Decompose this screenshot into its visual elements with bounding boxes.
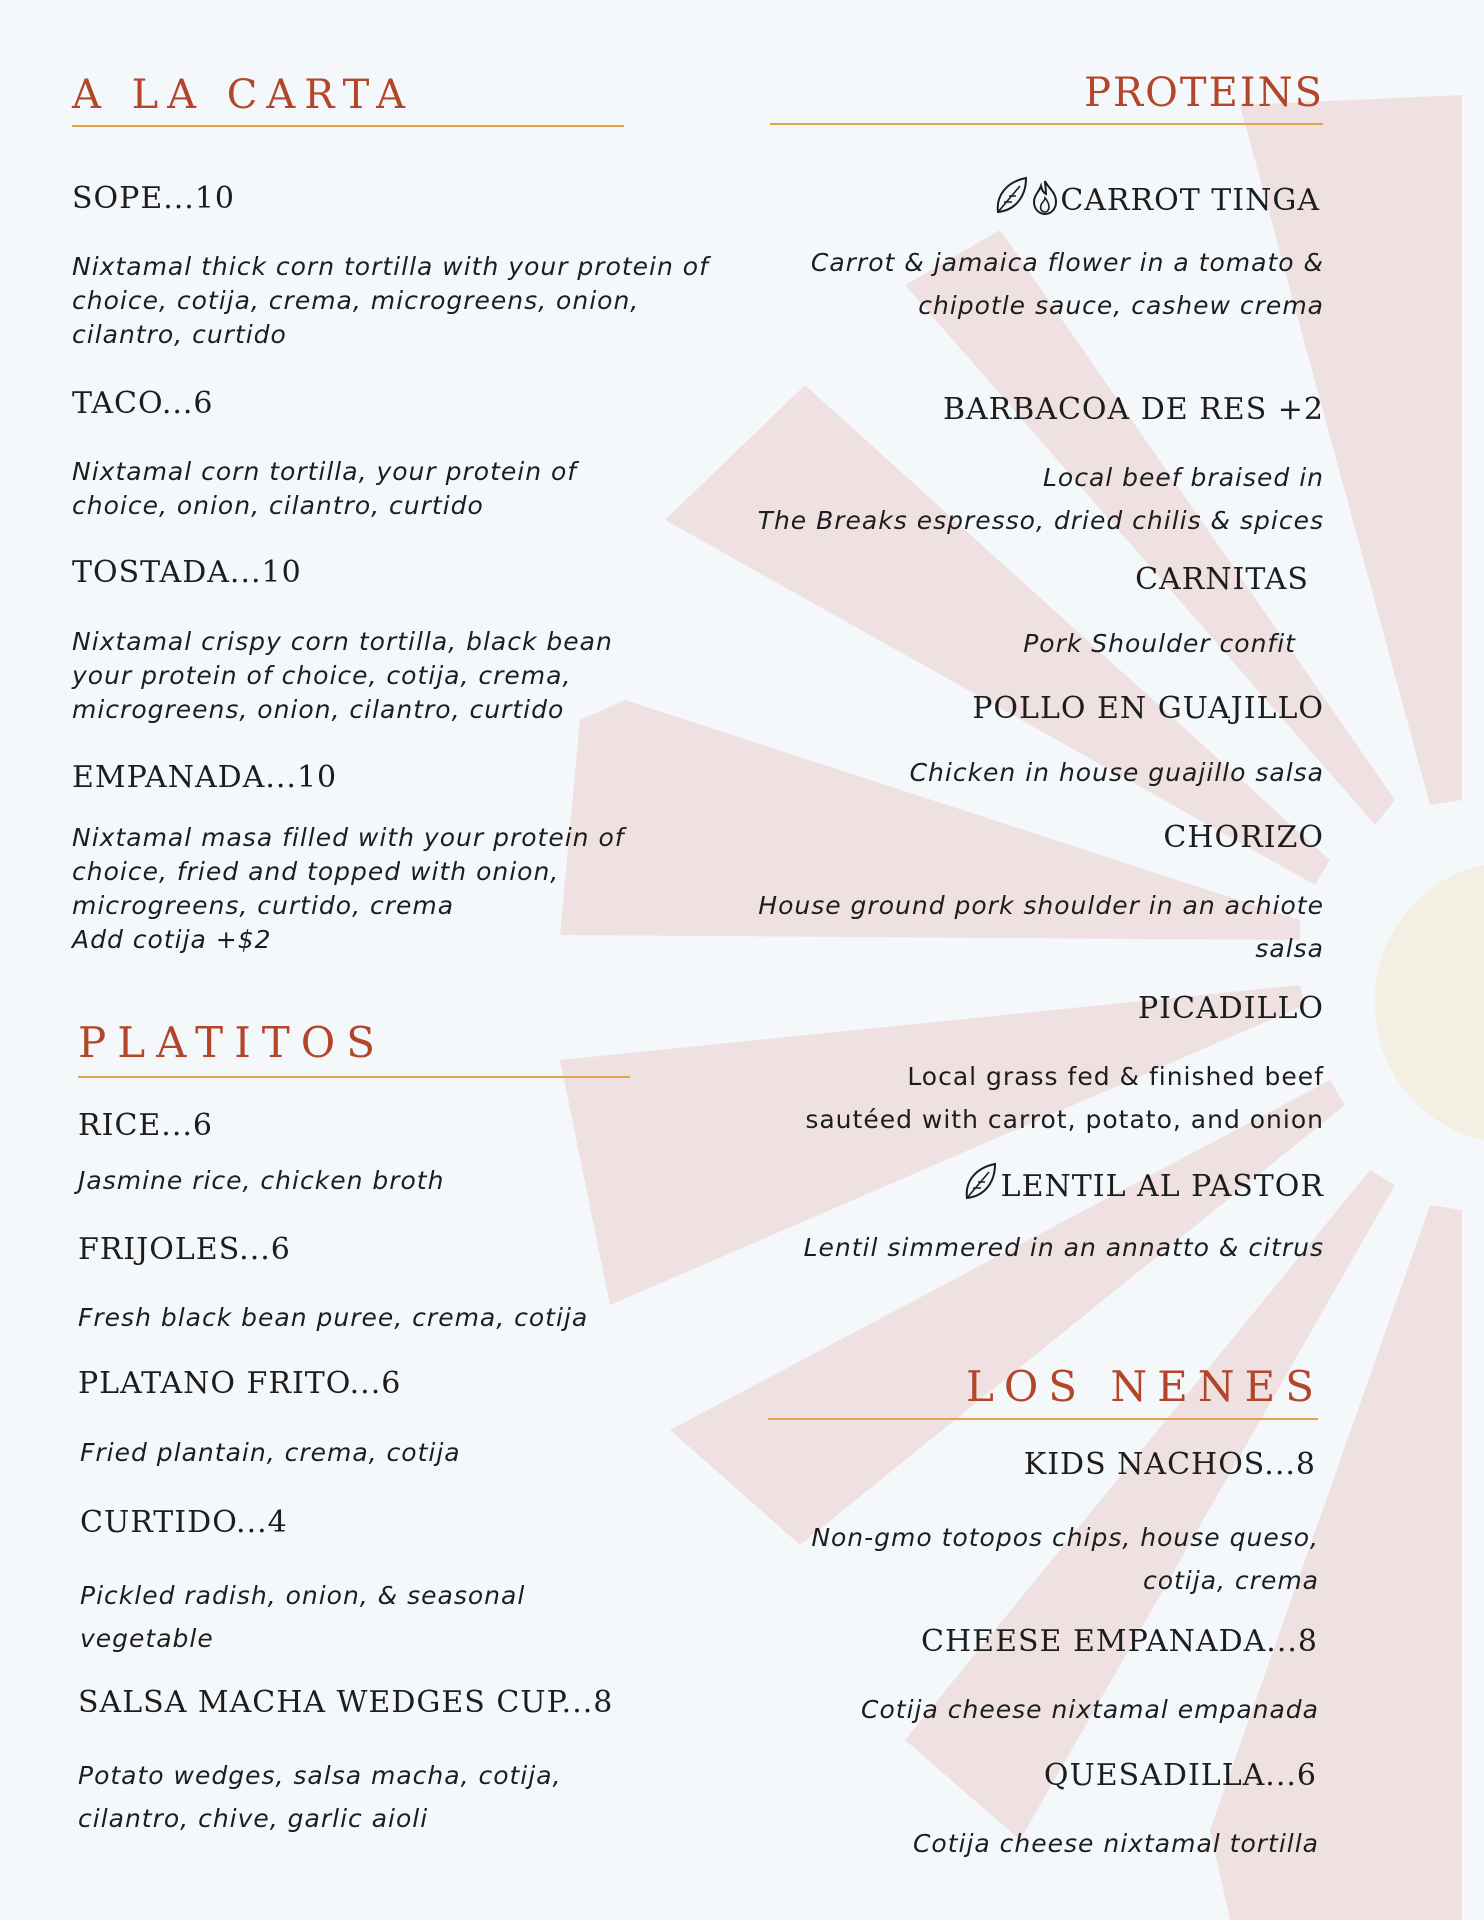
section-divider	[768, 1418, 1318, 1420]
menu-item-name: PLATANO FRITO...6	[78, 1366, 402, 1401]
flame-icon	[1032, 178, 1058, 224]
menu-item-description: Nixtamal corn tortilla, your protein of choice, onion, cilantro, curtido	[72, 457, 578, 520]
sun-semicircle	[1374, 865, 1484, 1140]
menu-item-name: KIDS NACHOS...8	[1023, 1447, 1316, 1482]
menu-item-description: Local grass fed & finished beef sautéed with carrot, potato, and onion	[805, 1062, 1324, 1134]
section-divider	[78, 1076, 630, 1078]
menu-item-name: RICE...6	[78, 1108, 213, 1143]
menu-item-description: House ground pork shoulder in an achiote salsa	[758, 891, 1324, 963]
menu-item-description: Potato wedges, salsa macha, cotija, cilantro, chive, garlic aioli	[78, 1761, 562, 1833]
menu-item-description: Carrot & jamaica flower in a tomato & chipotle sauce, cashew crema	[810, 248, 1324, 320]
menu-item-description: Cotija cheese nixtamal empanada	[861, 1695, 1319, 1724]
menu-item-name: TOSTADA...10	[72, 555, 302, 590]
menu-item-name: CURTIDO...4	[80, 1505, 288, 1540]
menu-item-label: CARROT TINGA	[1060, 183, 1320, 218]
leaf-icon	[992, 174, 1030, 224]
menu-item-name: SOPE...10	[72, 181, 236, 216]
menu-item-description: Cotija cheese nixtamal tortilla	[912, 1829, 1319, 1858]
menu-item-name: CHEESE EMPANADA...8	[921, 1624, 1318, 1659]
leaf-icon	[961, 1160, 999, 1210]
menu-item-name: EMPANADA...10	[72, 760, 338, 795]
section-title-proteins: PROTEINS	[1084, 70, 1324, 116]
section-title-a-la-carta: A LA CARTA	[72, 72, 415, 118]
menu-item-name: SALSA MACHA WEDGES CUP...8	[78, 1685, 614, 1720]
section-title-platitos: PLATITOS	[78, 1018, 387, 1067]
menu-item-name	[992, 174, 1320, 224]
menu-item-description: Pork Shoulder confit	[1023, 629, 1296, 658]
menu-item-description: Chicken in house guajillo salsa	[909, 758, 1324, 787]
menu-item-name: PICADILLO	[1138, 991, 1324, 1026]
menu-item-name: BARBACOA DE RES +2	[942, 392, 1324, 427]
menu-item-description: Jasmine rice, chicken broth	[78, 1166, 445, 1195]
menu-item-name: CHORIZO	[1163, 820, 1324, 855]
menu-item-name: POLLO EN GUAJILLO	[972, 691, 1324, 726]
menu-item-label: LENTIL AL PASTOR	[1000, 1169, 1324, 1204]
section-divider	[770, 123, 1323, 125]
menu-item-description: Nixtamal masa filled with your protein of choice, fried and topped with onion, microgreens, curtido, crema Add cotija +$2	[72, 823, 625, 954]
menu-item-description: Local beef braised in The Breaks espresso, dried chilis & spices	[757, 463, 1324, 535]
menu-item-description: Fried plantain, crema, cotija	[80, 1438, 461, 1467]
menu-item-description: Non-gmo totopos chips, house queso, cotija, crema	[811, 1523, 1319, 1595]
menu-item-name: FRIJOLES...6	[78, 1232, 291, 1267]
menu-item-name: QUESADILLA...6	[1043, 1758, 1317, 1793]
menu-item-description: Fresh black bean puree, crema, cotija	[78, 1303, 589, 1332]
section-divider	[72, 125, 624, 127]
menu-item-description: Nixtamal thick corn tortilla with your protein of choice, cotija, crema, microgreens, onion, cilantro, curtido	[72, 252, 709, 349]
menu-item-description: Lentil simmered in an annatto & citrus	[803, 1233, 1324, 1262]
menu-item-description: Pickled radish, onion, & seasonal vegetable	[80, 1581, 526, 1653]
menu-item-name: CARNITAS	[1135, 562, 1309, 597]
menu-item-name	[961, 1160, 1324, 1210]
menu-item-name: TACO...6	[72, 386, 214, 421]
menu-item-description: Nixtamal crispy corn tortilla, black bean your protein of choice, cotija, crema, microgreens, onion, cilantro, curtido	[72, 627, 613, 724]
section-title-los-nenes: LOS NENES	[965, 1362, 1324, 1411]
